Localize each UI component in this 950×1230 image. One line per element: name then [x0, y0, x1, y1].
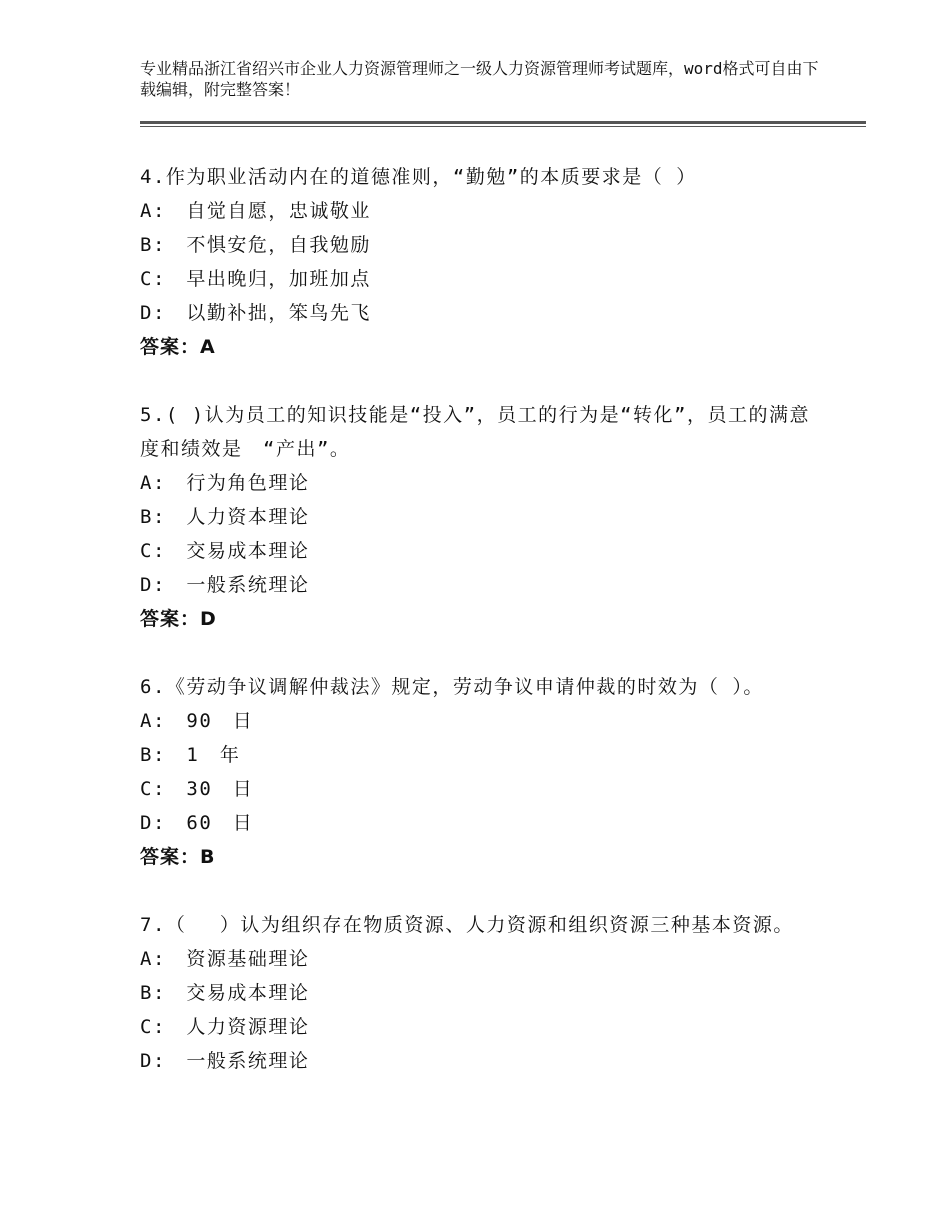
question-text: 5.( )认为员工的知识技能是“投入”，员工的行为是“转化”，员工的满意度和绩效是 “产出”。 [140, 404, 810, 460]
option-b: B: 1 年 [140, 744, 241, 766]
option-c: C: 早出晚归，加班加点 [140, 268, 371, 290]
option-c: C: 交易成本理论 [140, 540, 310, 562]
answer: 答案：B [140, 846, 216, 868]
option-d: D: 以勤补拙，笨鸟先飞 [140, 302, 371, 324]
question-7 [140, 908, 830, 1078]
option-b: B: 交易成本理论 [140, 982, 310, 1004]
question-4 [140, 160, 830, 364]
option-b: B: 不惧安危，自我勉励 [140, 234, 371, 256]
option-a: A: 90 日 [140, 710, 254, 732]
header-rule-thick [140, 121, 866, 124]
answer: 答案：D [140, 608, 217, 630]
option-a: A: 自觉自愿，忠诚敬业 [140, 200, 371, 222]
question-text: 7.（ ）认为组织存在物质资源、人力资源和组织资源三种基本资源。 [140, 914, 794, 936]
option-d: D: 60 日 [140, 812, 254, 834]
option-c: C: 30 日 [140, 778, 254, 800]
option-d: D: 一般系统理论 [140, 1050, 310, 1072]
option-a: A: 行为角色理论 [140, 472, 310, 494]
option-d: D: 一般系统理论 [140, 574, 310, 596]
option-b: B: 人力资本理论 [140, 506, 310, 528]
question-6 [140, 670, 830, 874]
question-5 [140, 398, 830, 636]
option-a: A: 资源基础理论 [140, 948, 310, 970]
document-header: 专业精品浙江省绍兴市企业人力资源管理师之一级人力资源管理师考试题库，word格式可自由下载编辑，附完整答案！ [140, 59, 819, 99]
option-c: C: 人力资源理论 [140, 1016, 310, 1038]
answer: 答案：A [140, 336, 216, 358]
question-list [140, 160, 830, 1112]
header-rule-thin [140, 126, 866, 127]
question-text: 4.作为职业活动内在的道德准则，“勤勉”的本质要求是（ ） [140, 166, 697, 188]
question-text: 6.《劳动争议调解仲裁法》规定，劳动争议申请仲裁的时效为（ ）。 [140, 676, 764, 698]
